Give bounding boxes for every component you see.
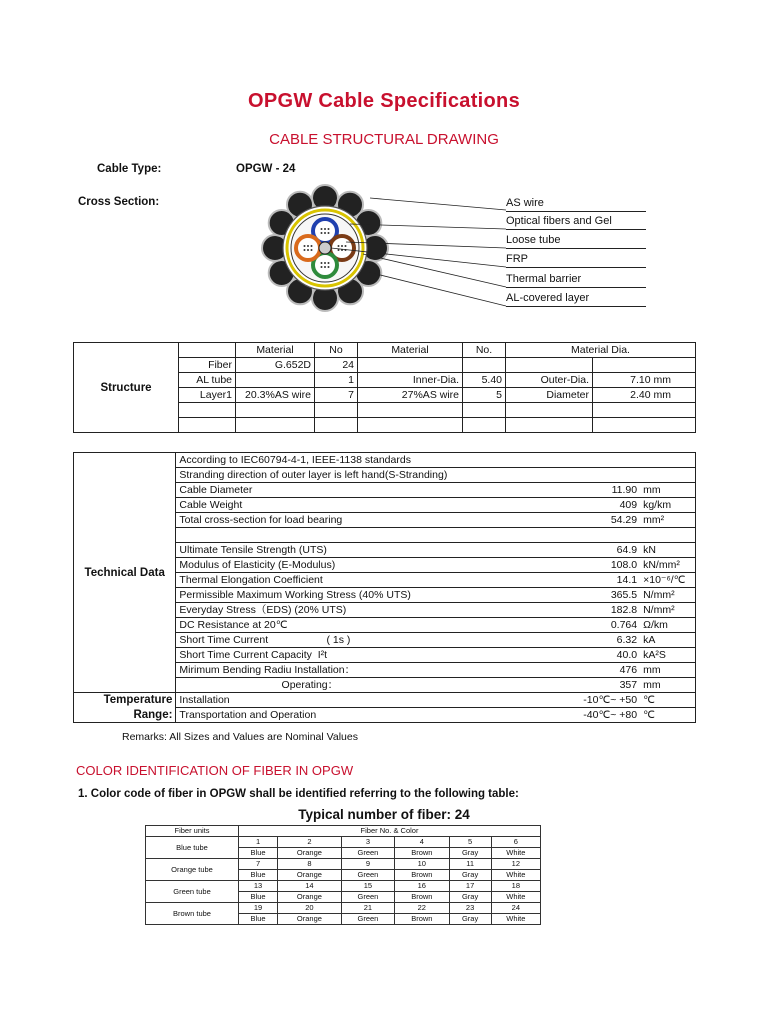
page-title: OPGW Cable Specifications — [247, 90, 520, 112]
cell — [593, 358, 696, 373]
fiber-number: 24 — [491, 903, 540, 914]
fiber-color: White — [491, 914, 540, 925]
tech-param-name: Thermal Elongation Coefficient — [176, 573, 580, 588]
tech-param-name: Stranding direction of outer layer is left hand(S-Stranding) — [176, 468, 580, 483]
cell — [463, 358, 506, 373]
fiber-number: 3 — [341, 837, 394, 848]
optical-fiber-dot — [328, 228, 330, 230]
tech-param-value: 6.32 — [580, 633, 640, 648]
optical-fiber-dot — [311, 249, 313, 251]
temp-param-unit: ℃ — [640, 693, 695, 708]
row-label-layer1: Layer1 — [179, 388, 236, 403]
optical-fiber-dot — [304, 249, 306, 251]
tech-param-name: Operating： — [176, 678, 580, 693]
tech-param-name — [176, 528, 580, 543]
fiber-color: Green — [341, 870, 394, 881]
tech-param-value: 11.90 — [580, 483, 640, 498]
optical-fiber-dot — [307, 245, 309, 247]
tech-param-value: 182.8 — [580, 603, 640, 618]
fiber-number: 16 — [395, 881, 449, 892]
fiber-color: Green — [341, 848, 394, 859]
fiber-number: 1 — [239, 837, 278, 848]
cell: Outer-Dia. — [506, 373, 593, 388]
optical-fiber-dot — [324, 228, 326, 230]
tech-param-value — [580, 468, 640, 483]
cell: 27%AS wire — [358, 388, 463, 403]
cell: Inner-Dia. — [358, 373, 463, 388]
optical-fiber-dot — [311, 245, 313, 247]
fiber-number: 14 — [278, 881, 342, 892]
tech-param-unit: N/mm² — [640, 588, 695, 603]
callout-as-wire: AS wire — [506, 197, 646, 212]
tech-param-unit: kN/mm² — [640, 558, 695, 573]
tech-param-name: Cable Diameter — [176, 483, 580, 498]
cell: 5 — [463, 388, 506, 403]
tech-param-name: Short Time Current ( 1s ) — [176, 633, 580, 648]
tech-param-unit: mm — [640, 483, 695, 498]
fiber-color: Gray — [449, 848, 491, 859]
fiber-color-header: Fiber No. & Color — [239, 826, 541, 837]
tech-param-value: 476 — [580, 663, 640, 678]
fiber-number: 22 — [395, 903, 449, 914]
tech-param-unit: mm — [640, 663, 695, 678]
callout-loose-tube: Loose tube — [506, 234, 646, 249]
optical-fiber-dot — [338, 245, 340, 247]
header-no: No — [315, 343, 358, 358]
tech-param-value: 40.0 — [580, 648, 640, 663]
cell — [236, 373, 315, 388]
drawing-subtitle: CABLE STRUCTURAL DRAWING — [269, 131, 499, 148]
optical-fiber-dot — [321, 228, 323, 230]
fiber-color: Orange — [278, 892, 342, 903]
fiber-color: Orange — [278, 914, 342, 925]
fiber-color: Blue — [239, 914, 278, 925]
temp-param-value: -40℃~ +80 — [580, 708, 640, 723]
tech-param-value: 64.9 — [580, 543, 640, 558]
callout-al-covered-layer: AL-covered layer — [506, 292, 646, 307]
header-material: Material — [236, 343, 315, 358]
optical-fiber-dot — [324, 266, 326, 268]
cell: 1 — [315, 373, 358, 388]
cell: 2.40 mm — [593, 388, 696, 403]
fiber-number: 13 — [239, 881, 278, 892]
technical-data-label: Technical Data — [74, 453, 176, 693]
temp-param-name: Installation — [176, 693, 580, 708]
temperature-row — [74, 693, 696, 708]
tech-param-value: 365.5 — [580, 588, 640, 603]
tube-name: Brown tube — [146, 903, 239, 925]
tech-param-name: Mirimum Bending Radiu Installation： — [176, 663, 580, 678]
fiber-units-header: Fiber units — [146, 826, 239, 837]
temperature-row — [74, 708, 696, 723]
tech-param-unit: kA²S — [640, 648, 695, 663]
tech-param-unit — [640, 468, 695, 483]
cell: 7.10 mm — [593, 373, 696, 388]
tech-param-value: 409 — [580, 498, 640, 513]
tech-param-value: 108.0 — [580, 558, 640, 573]
tube-name: Orange tube — [146, 859, 239, 881]
header-no-2: No. — [463, 343, 506, 358]
fiber-number: 8 — [278, 859, 342, 870]
header-material-dia: Material Dia. — [506, 343, 696, 358]
fiber-color: Gray — [449, 870, 491, 881]
fiber-color: Gray — [449, 892, 491, 903]
fiber-color: Brown — [395, 914, 449, 925]
remarks: Remarks: All Sizes and Values are Nominal Values — [122, 731, 358, 743]
fiber-color: Green — [341, 914, 394, 925]
tech-param-unit: kA — [640, 633, 695, 648]
cable-type-value: OPGW - 24 — [236, 163, 296, 175]
callout-thermal-barrier: Thermal barrier — [506, 273, 646, 288]
optical-fiber-dot — [321, 232, 323, 234]
temp-param-value: -10℃~ +50 — [580, 693, 640, 708]
fiber-number: 21 — [341, 903, 394, 914]
cell — [358, 358, 463, 373]
fiber-number: 12 — [491, 859, 540, 870]
range-label: Range: — [74, 708, 176, 723]
cell: Diameter — [506, 388, 593, 403]
cell: 20.3%AS wire — [236, 388, 315, 403]
tech-param-value — [580, 528, 640, 543]
optical-fiber-dot — [324, 262, 326, 264]
tech-param-unit: kg/km — [640, 498, 695, 513]
row-label-al-tube: AL tube — [179, 373, 236, 388]
fiber-number: 7 — [239, 859, 278, 870]
cell — [506, 358, 593, 373]
row-label-fiber: Fiber — [179, 358, 236, 373]
optical-fiber-dot — [324, 232, 326, 234]
tech-param-unit — [640, 453, 695, 468]
tech-param-unit: ×10⁻⁶/℃ — [640, 573, 695, 588]
optical-fiber-dot — [328, 232, 330, 234]
fiber-number: 10 — [395, 859, 449, 870]
callout-frp: FRP — [506, 253, 646, 268]
tech-param-name: Everyday Stress（EDS) (20% UTS) — [176, 603, 580, 618]
cell: G.652D — [236, 358, 315, 373]
fiber-number: 11 — [449, 859, 491, 870]
tech-param-name: Modulus of Elasticity (E-Modulus) — [176, 558, 580, 573]
tech-param-value: 0.764 — [580, 618, 640, 633]
fiber-color: White — [491, 892, 540, 903]
optical-fiber-dot — [338, 249, 340, 251]
optical-fiber-dot — [345, 245, 347, 247]
fiber-number: 18 — [491, 881, 540, 892]
fiber-number: 6 — [491, 837, 540, 848]
temp-param-unit: ℃ — [640, 708, 695, 723]
tech-param-value: 357 — [580, 678, 640, 693]
fiber-color: Orange — [278, 848, 342, 859]
fiber-number: 19 — [239, 903, 278, 914]
header-material-2: Material — [358, 343, 463, 358]
structure-label: Structure — [74, 343, 179, 433]
cross-section-label: Cross Section: — [78, 196, 160, 208]
tech-param-unit: Ω/km — [640, 618, 695, 633]
tube-name: Blue tube — [146, 837, 239, 859]
fiber-color: Brown — [395, 848, 449, 859]
typical-fiber-count: Typical number of fiber: 24 — [298, 807, 470, 822]
tech-param-unit: mm² — [640, 513, 695, 528]
technical-data-table — [73, 452, 696, 723]
cell: 7 — [315, 388, 358, 403]
optical-fiber-dot — [328, 266, 330, 268]
temp-param-name: Transportation and Operation — [176, 708, 580, 723]
fiber-color: Blue — [239, 870, 278, 881]
tech-param-name: According to IEC60794-4-1, IEEE-1138 standards — [176, 453, 580, 468]
fiber-number: 9 — [341, 859, 394, 870]
fiber-color-table — [145, 825, 541, 925]
tech-param-name: Short Time Current Capacity I²t — [176, 648, 580, 663]
optical-fiber-dot — [328, 262, 330, 264]
cell: 24 — [315, 358, 358, 373]
fiber-number: 20 — [278, 903, 342, 914]
fiber-number: 2 — [278, 837, 342, 848]
fiber-color: Brown — [395, 870, 449, 881]
fiber-color: White — [491, 870, 540, 881]
tech-param-unit: N/mm² — [640, 603, 695, 618]
cable-type-label: Cable Type: — [97, 163, 162, 175]
color-section-heading: COLOR IDENTIFICATION OF FIBER IN OPGW — [76, 763, 354, 778]
tube-name: Green tube — [146, 881, 239, 903]
loose-tube — [296, 236, 320, 260]
tech-param-value — [580, 453, 640, 468]
tech-param-name: Permissible Maximum Working Stress (40% UTS) — [176, 588, 580, 603]
tech-param-unit: mm — [640, 678, 695, 693]
tech-param-name: Ultimate Tensile Strength (UTS) — [176, 543, 580, 558]
structure-table — [73, 342, 696, 433]
tech-param-unit: kN — [640, 543, 695, 558]
optical-fiber-dot — [321, 262, 323, 264]
fiber-number: 17 — [449, 881, 491, 892]
optical-fiber-dot — [304, 245, 306, 247]
fiber-color: Blue — [239, 848, 278, 859]
fiber-color: White — [491, 848, 540, 859]
tech-param-name: Total cross-section for load bearing — [176, 513, 580, 528]
fiber-color: Orange — [278, 870, 342, 881]
fiber-number: 5 — [449, 837, 491, 848]
fiber-color: Green — [341, 892, 394, 903]
cell: 5.40 — [463, 373, 506, 388]
tech-param-unit — [640, 528, 695, 543]
fiber-color: Gray — [449, 914, 491, 925]
optical-fiber-dot — [341, 245, 343, 247]
tech-param-name: Cable Weight — [176, 498, 580, 513]
fiber-color: Blue — [239, 892, 278, 903]
tech-param-value: 54.29 — [580, 513, 640, 528]
fiber-number: 4 — [395, 837, 449, 848]
optical-fiber-dot — [307, 249, 309, 251]
callout-optical-fibers: Optical fibers and Gel — [506, 215, 646, 230]
fiber-number: 15 — [341, 881, 394, 892]
optical-fiber-dot — [321, 266, 323, 268]
fiber-number: 23 — [449, 903, 491, 914]
temperature-label: Temperature — [74, 693, 176, 708]
fiber-color: Brown — [395, 892, 449, 903]
tech-row — [74, 453, 696, 468]
tech-param-name: DC Resistance at 20℃ — [176, 618, 580, 633]
color-code-instruction: 1. Color code of fiber in OPGW shall be identified referring to the following table: — [78, 788, 519, 800]
tech-param-value: 14.1 — [580, 573, 640, 588]
